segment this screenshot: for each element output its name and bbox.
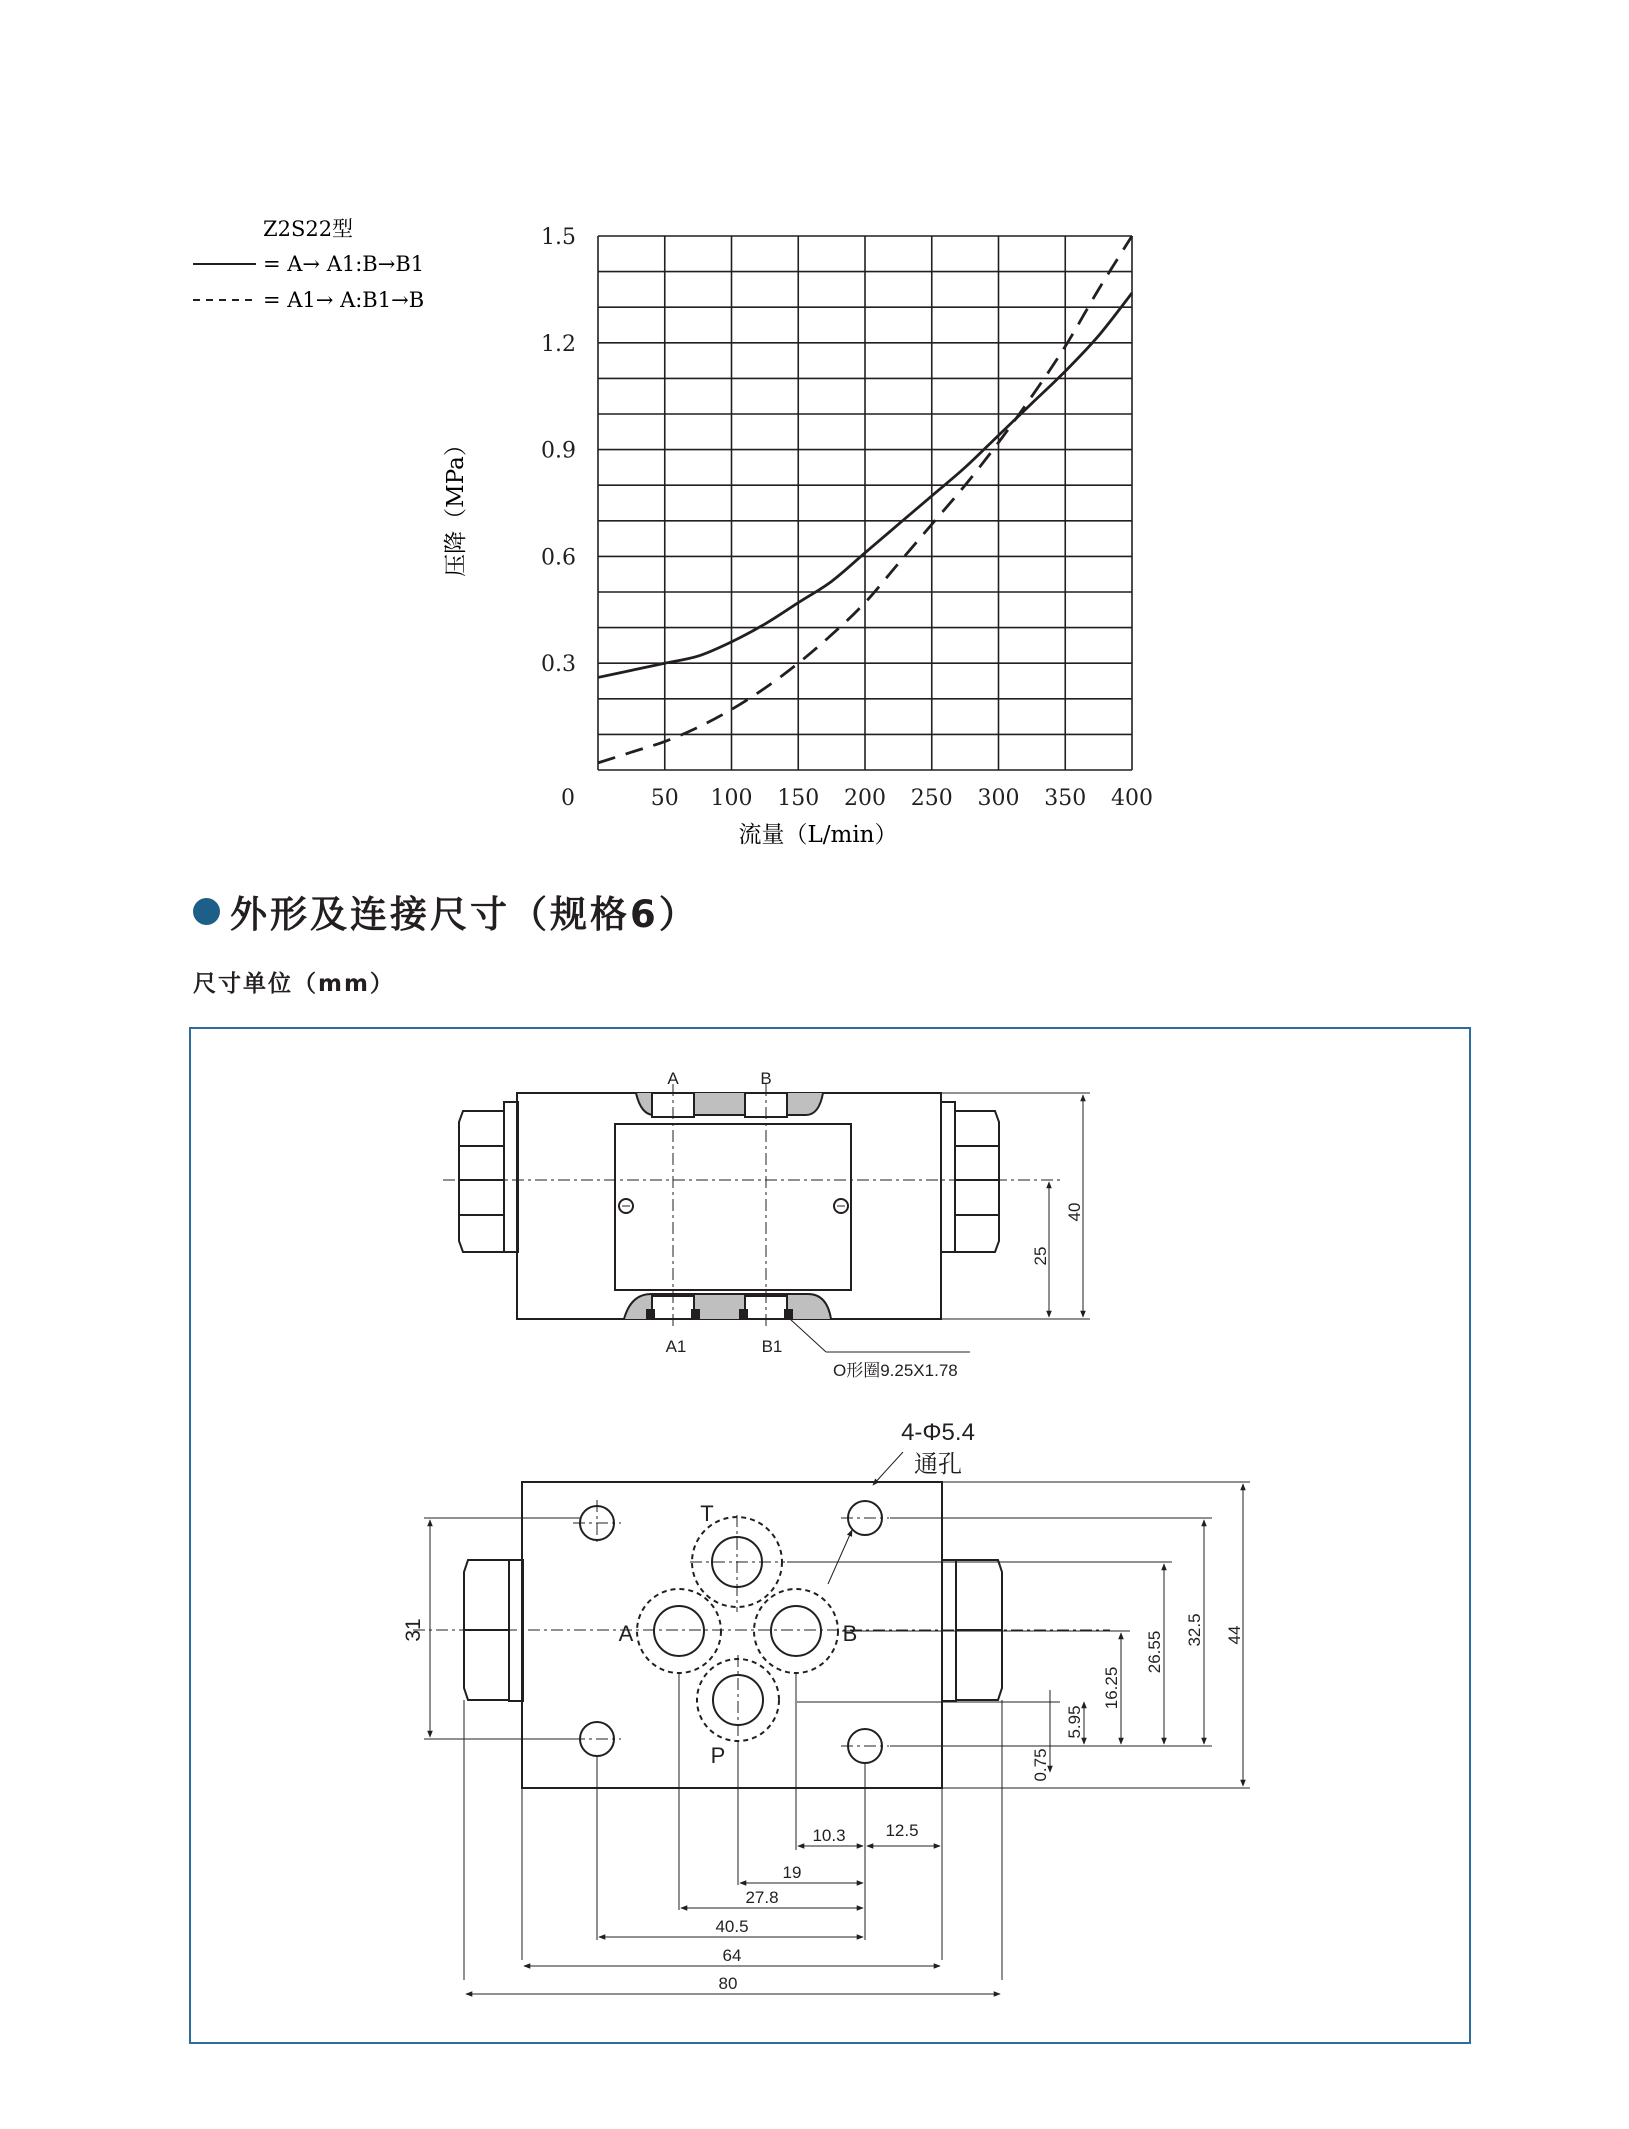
y-tick-label: 0.3 [541,652,576,678]
x-tick-label: 150 [777,786,820,811]
side-body [517,1093,941,1319]
dim-26-55: 26.55 [1145,1630,1164,1674]
dim-40: 40 [1065,1202,1084,1222]
port-p-label: P [710,1743,726,1768]
x-tick-label: 200 [844,786,886,811]
dim-12-5: 12.5 [885,1821,919,1840]
port-a-label: A [618,1621,634,1646]
side-view [459,1093,999,1319]
x-tick-label: 350 [1044,786,1087,811]
x-tick-label: 50 [650,786,679,811]
dim-80: 80 [718,1974,738,1993]
x-tick-label: 300 [977,786,1020,811]
port-b-label: B [842,1621,858,1646]
hole-spec-label: 4-Φ5.4 [901,1419,975,1446]
dim-10-3: 10.3 [812,1826,846,1845]
x-tick-label: 400 [1111,786,1153,811]
y-tick-label: 0.9 [541,438,576,464]
y-tick-label: 1.5 [541,225,576,250]
dim-27-8: 27.8 [745,1888,779,1907]
y-tick-label: 1.2 [541,331,576,357]
x-axis-title: 流量（L/min） [738,822,898,848]
dim-40-5: 40.5 [715,1917,749,1936]
dim-64: 64 [722,1946,742,1965]
legend-solid-label: = A→ A1:B→B1 [263,252,425,276]
dim-25: 25 [1031,1246,1050,1266]
port-label-a: A [667,1069,679,1088]
x-tick-label: 0 [561,786,575,811]
port-label-b1: B1 [761,1337,783,1356]
oring-label: O形圈9.25X1.78 [833,1361,958,1380]
dim-16-25: 16.25 [1102,1666,1121,1710]
x-tick-label: 100 [710,786,753,811]
y-axis-title: 压降（MPa） [443,433,469,577]
section-title: 外形及连接尺寸（规格6） [230,893,699,936]
dim-32-5: 32.5 [1185,1613,1204,1647]
port-label-b: B [760,1069,772,1088]
unit-label: 尺寸单位（mm） [193,971,395,997]
dim-31: 31 [402,1618,425,1642]
dim-5-95: 5.95 [1065,1705,1084,1739]
dim-19: 19 [782,1863,802,1882]
port-label-a1: A1 [665,1337,687,1356]
x-tick-label: 250 [910,786,953,811]
y-tick-label: 0.6 [541,545,576,571]
legend-dashed-label: = A1→ A:B1→B [263,288,425,312]
legend-model-label: Z2S22型 [263,217,354,241]
face-view [464,1482,1002,1788]
hole-note-label: 通孔 [914,1451,962,1478]
dim-44: 44 [1225,1625,1244,1645]
port-t-label: T [700,1501,714,1526]
dim-0-75: 0.75 [1031,1748,1050,1782]
